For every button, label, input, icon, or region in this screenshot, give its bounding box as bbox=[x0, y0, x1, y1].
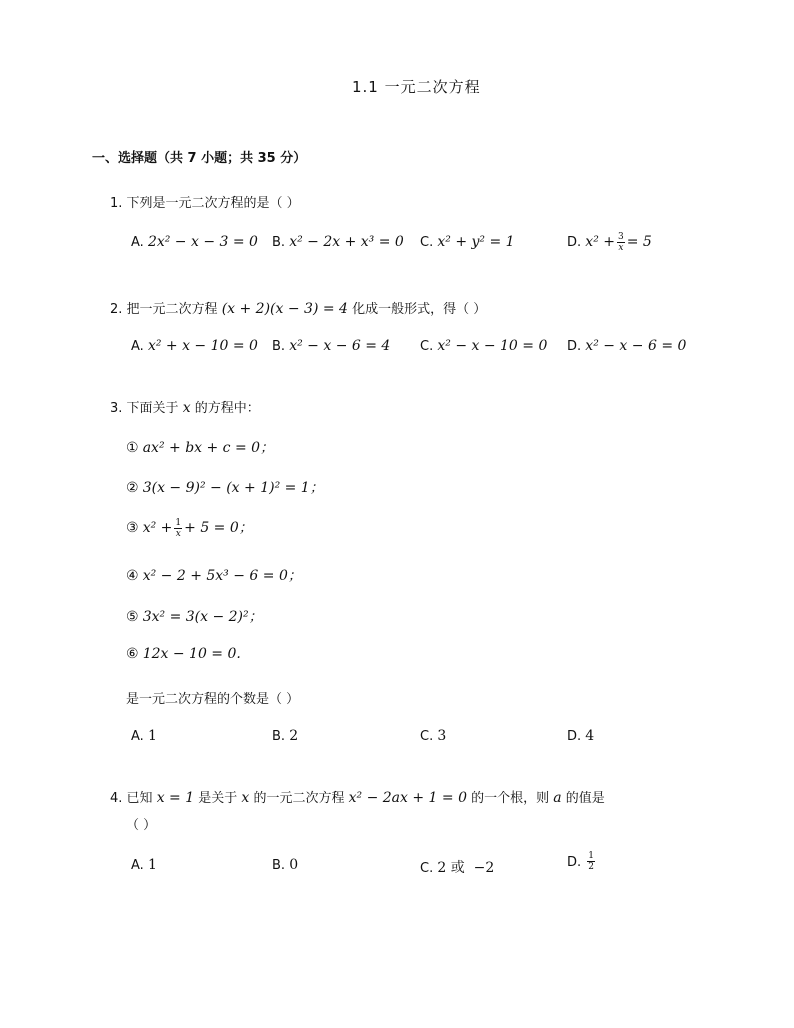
option-expression: 2 bbox=[289, 728, 299, 744]
fraction-denominator: x bbox=[175, 529, 181, 539]
prompt-text: 2. 把一元二次方程 bbox=[110, 302, 218, 317]
option-letter: C. bbox=[420, 861, 434, 876]
equation-item-2 bbox=[126, 477, 324, 497]
option-expression: 3 bbox=[437, 728, 447, 744]
item-marker: ② bbox=[126, 480, 139, 496]
equation-item-6 bbox=[126, 646, 241, 662]
option-expression: x² − x − 10 = 0 bbox=[437, 338, 548, 354]
prompt-text: 是关于 bbox=[198, 791, 238, 806]
section-heading: 一、选择题（共 7 小题；共 35 分） bbox=[92, 151, 307, 166]
prompt-math: x² − 2ax + 1 = 0 bbox=[348, 790, 467, 806]
option-expression-tail: = 5 bbox=[626, 234, 652, 250]
option-a[interactable] bbox=[131, 338, 258, 354]
option-letter: D. bbox=[567, 339, 582, 354]
option-letter: C. bbox=[420, 235, 434, 250]
option-expression: x² − 2x + x³ = 0 bbox=[289, 234, 404, 250]
option-expression: x² − x − 6 = 0 bbox=[585, 338, 687, 354]
option-a[interactable] bbox=[131, 857, 157, 873]
option-b[interactable] bbox=[272, 728, 298, 744]
option-d[interactable] bbox=[567, 232, 652, 253]
option-letter: A. bbox=[131, 339, 144, 354]
item-marker: ③ bbox=[126, 520, 139, 536]
option-letter: B. bbox=[272, 729, 286, 744]
fraction-denominator: x bbox=[618, 243, 624, 253]
question-tail: 是一元二次方程的个数是（ ） bbox=[126, 692, 300, 707]
option-letter: A. bbox=[131, 235, 144, 250]
item-expression: x² − 2 + 5x³ − 6 = 0； bbox=[142, 568, 302, 584]
option-d[interactable] bbox=[567, 851, 597, 872]
equation-item-1 bbox=[126, 437, 274, 457]
option-expression: 2x² − x − 3 = 0 bbox=[147, 234, 258, 250]
item-expression: 3(x − 9)² − (x + 1)² = 1； bbox=[142, 480, 324, 496]
page-title: 1.1 一元二次方程 bbox=[352, 78, 481, 96]
option-c[interactable] bbox=[420, 857, 494, 877]
prompt-math: x bbox=[182, 400, 191, 416]
option-expression: x² + bbox=[585, 234, 615, 250]
option-expression: 1 bbox=[147, 728, 157, 744]
question-prompt bbox=[110, 787, 605, 806]
equation-item-4 bbox=[126, 565, 302, 585]
option-expression: 2 或 −2 bbox=[437, 860, 495, 876]
option-d[interactable] bbox=[567, 728, 594, 744]
item-marker: ⑤ bbox=[126, 609, 139, 625]
option-c[interactable] bbox=[420, 234, 515, 250]
prompt-text: 4. 已知 bbox=[110, 791, 153, 806]
fraction bbox=[174, 518, 182, 539]
option-b[interactable] bbox=[272, 857, 298, 873]
option-expression: 1 bbox=[147, 857, 157, 873]
prompt-math: x bbox=[241, 790, 250, 806]
prompt-text: 的一个根，则 bbox=[471, 791, 550, 806]
prompt-math: (x + 2)(x − 3) = 4 bbox=[221, 301, 348, 317]
item-marker: ④ bbox=[126, 568, 139, 584]
option-b[interactable] bbox=[272, 234, 404, 250]
option-letter: D. bbox=[567, 729, 582, 744]
equation-item-5 bbox=[126, 606, 263, 626]
option-letter: A. bbox=[131, 858, 144, 873]
fraction bbox=[587, 851, 595, 872]
fraction bbox=[617, 232, 625, 253]
item-marker: ① bbox=[126, 440, 139, 456]
item-marker: ⑥ bbox=[126, 646, 139, 662]
item-expression: 3x² = 3(x − 2)²； bbox=[142, 609, 263, 625]
option-b[interactable] bbox=[272, 338, 390, 354]
question-prompt-continued: （ ） bbox=[126, 818, 157, 833]
option-c[interactable] bbox=[420, 728, 446, 744]
option-letter: A. bbox=[131, 729, 144, 744]
option-c[interactable] bbox=[420, 338, 547, 354]
option-expression: x² + x − 10 = 0 bbox=[147, 338, 258, 354]
item-expression-tail: + 5 = 0； bbox=[184, 520, 253, 536]
option-a[interactable] bbox=[131, 728, 157, 744]
prompt-text: 化成一般形式，得（ ） bbox=[352, 302, 487, 317]
option-letter: B. bbox=[272, 339, 286, 354]
option-expression: x² + y² = 1 bbox=[437, 234, 515, 250]
option-expression: x² − x − 6 = 4 bbox=[289, 338, 391, 354]
prompt-math: x = 1 bbox=[156, 790, 195, 806]
item-expression: 12x − 10 = 0. bbox=[142, 646, 241, 662]
prompt-text: 3. 下面关于 bbox=[110, 401, 179, 416]
option-expression: 4 bbox=[585, 728, 595, 744]
fraction-numerator: 1 bbox=[175, 518, 182, 528]
option-letter: B. bbox=[272, 858, 286, 873]
item-expression: x² + bbox=[142, 520, 173, 536]
option-d[interactable] bbox=[567, 338, 686, 354]
question-prompt: 1. 下列是一元二次方程的是（ ） bbox=[110, 196, 300, 211]
prompt-math: a bbox=[553, 790, 562, 806]
option-letter: C. bbox=[420, 729, 434, 744]
fraction-numerator: 3 bbox=[618, 232, 624, 242]
option-letter: D. bbox=[567, 235, 582, 250]
item-expression: ax² + bx + c = 0； bbox=[142, 440, 275, 456]
fraction-denominator: 2 bbox=[588, 862, 595, 872]
option-a[interactable] bbox=[131, 234, 258, 250]
fraction-numerator: 1 bbox=[588, 851, 595, 861]
question-prompt bbox=[110, 397, 260, 416]
prompt-text: 的值是 bbox=[565, 791, 605, 806]
equation-item-3 bbox=[126, 517, 253, 539]
prompt-text: 的方程中： bbox=[194, 401, 260, 416]
option-expression: 0 bbox=[289, 857, 299, 873]
option-letter: D. bbox=[567, 855, 582, 870]
question-prompt bbox=[110, 298, 486, 317]
option-letter: C. bbox=[420, 339, 434, 354]
prompt-text: 的一元二次方程 bbox=[253, 791, 345, 806]
option-letter: B. bbox=[272, 235, 286, 250]
